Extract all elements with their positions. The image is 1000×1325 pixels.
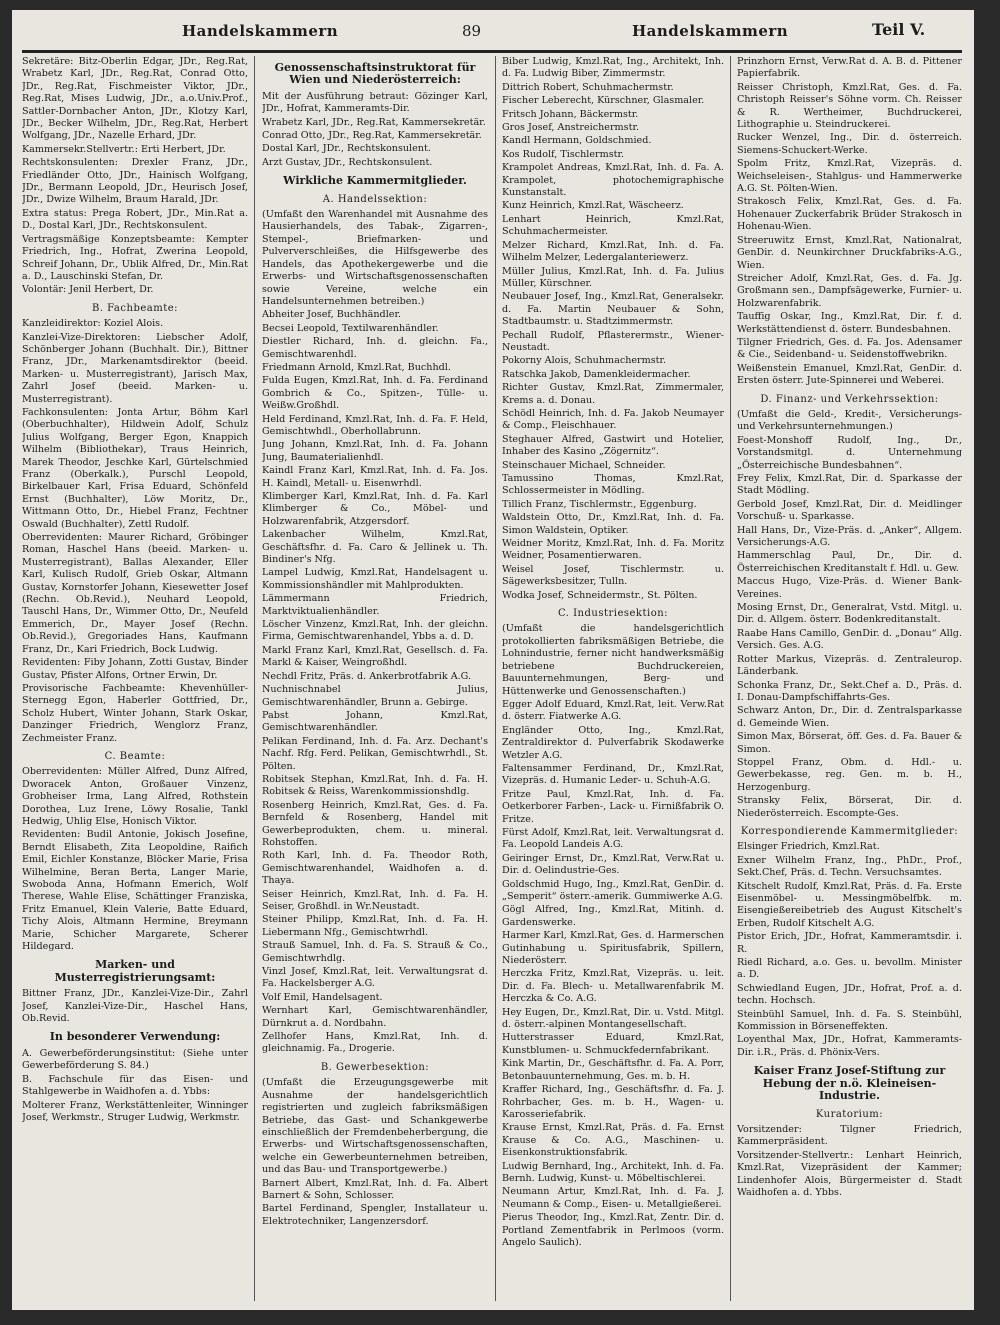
entry: Robitsek Stephan, Kmzl.Rat, Inh. d. Fa. H. Robitsek & Reiss, Warenkommissionshdlg. [262, 773, 488, 798]
entry: Diestler Richard, Inh. d. gleichn. Fa., Gemischtwarenhdl. [262, 336, 488, 360]
entry: Müller Julius, Kmzl.Rat, Inh. d. Fa. Julius Müller, Kürschner. [502, 265, 724, 289]
entry: Loyenthal Max, JDr., Hofrat, Kammeramts-Dir. i.R., Präs. d. Phönix-Vers. [737, 1034, 962, 1058]
entry: Jung Johann, Kmzl.Rat, Inh. d. Fa. Johann Jung, Baumaterialienhdl. [262, 439, 488, 463]
entry: Weidner Moritz, Kmzl.Rat, Inh. d. Fa. Moritz Weidner, Posamentierwaren. [502, 538, 724, 562]
section-title: Genossenschaftsinstruktorat für Wien und Niederösterreich: [274, 61, 476, 87]
entry: Steiner Philipp, Kmzl.Rat, Inh. d. Fa. H. Liebermann Nfg., Gemischtwrhdl. [262, 914, 488, 938]
entry: Fulda Eugen, Kmzl.Rat, Inh. d. Fa. Ferdinand Gombrich & Co., Spitzen-, Tülle- u. Weißw.Großhdl. [262, 375, 488, 412]
entry: Volontär: Jenil Herbert, Dr. [22, 284, 154, 296]
entry: Dittrich Robert, Schuhmachermstr. [502, 81, 674, 93]
entry: Revidenten: Budil Antonie, Jokisch Josefine, Berndt Elisabeth, Zita Leopoldine, Raifich Emil, Eichler Konstanze, Blöcker Marie, Frisa Wilhelmine, Beran Berta, Langer Marie, Swoboda Anna, Hofmann Emerich, Wolf Therese, Wahle Elise, Schättinger Franziska, Fritz Emanuel, Klein Valerie, Batte Eduard, Tichy Alois, Altmann Hermine, Breymann Marie, Schicher Margarete, Scherer Hildegard. [22, 829, 248, 953]
entry: Weißenstein Emanuel, Kmzl.Rat, GenDir. d. Ersten österr. Jute-Spinnerei und Weberei. [737, 362, 962, 387]
entry: Waldstein Otto, Dr., Kmzl.Rat, Inh. d. Fa. Simon Waldstein, Optiker. [502, 512, 724, 536]
entry: Tilgner Friedrich, Ges. d. Fa. Jos. Adensamer & Cie., Seidenband- u. Seidenstoffwebrikn. [737, 336, 962, 361]
entry: Extra status: Prega Robert, JDr., Min.Rat a. D., Dostal Karl, JDr., Rechtskonsulent. [22, 207, 248, 232]
entry: Fachkonsulenten: Jonta Artur, Böhm Karl (Oberbuchhalter), Hildwein Adolf, Schulz Julius Wolfgang, Berger Egon, Knappich Wilhelm (Bibliothekar), Traus Heinrich, Marek Theodor, Jeschke Karl, Gürtelschmied Franz (Oberkalk.), Purschl Leopold, Birkelbauer Karl, Frisa Eduard, Schönfeld Ernst (Buchhalter), Löw Moritz, Dr., Wittmann Otto, Dr., Hiebel Franz, Fechtner Oswald (Buchhalter), Zettl Rudolf. [22, 406, 248, 530]
entry: Revidenten: Fiby Johann, Zotti Gustav, Binder Gustav, Pfister Alfons, Ortner Erwin, Dr. [22, 657, 248, 681]
entry: Tamussino Thomas, Kmzl.Rat, Schlossermeister in Mödling. [502, 473, 724, 497]
entry: Faltensammer Ferdinand, Dr., Kmzl.Rat, Vizepräs. d. Humanic Leder- u. Schuh-A.G. [502, 762, 724, 787]
column-1 [22, 56, 248, 1301]
entry: Mit der Ausführung betraut: Gözinger Karl, JDr., Hofrat, Kammeramts-Dir. [262, 90, 488, 115]
column-divider [730, 56, 731, 1301]
entry: Wernhart Karl, Gemischtwarenhändler, Dürnkrut a. d. Nordbahn. [262, 1005, 488, 1029]
entry: B. Fachschule für das Eisen- und Stahlgewerbe in Waidhofen a. d. Ybbs: [22, 1073, 248, 1098]
entry: Kink Martin, Dr., Geschäftsfhr. d. Fa. A. Porr, Betonbauunternehmung, Ges. m. b. H. [502, 1058, 724, 1082]
entry: Kammersekr.Stellvertr.: Erti Herbert, JDr. [22, 143, 226, 155]
entry: Zellhofer Hans, Kmzl.Rat, Inh. d. gleichnamig. Fa., Drogerie. [262, 1031, 488, 1055]
entry: Pechall Rudolf, Pflasterermstr., Wiener-Neustadt. [502, 329, 724, 353]
part-label: Teil V. [872, 20, 926, 39]
entry: Prinzhorn Ernst, Verw.Rat d. A. B. d. Pittener Papierfabrik. [737, 56, 962, 80]
entry: Melzer Richard, Kmzl.Rat, Inh. d. Fa. Wilhelm Melzer, Ledergalanteriewerz. [502, 239, 724, 264]
entry: Rucker Wenzel, Ing., Dir. d. österreich. Siemens-Schuckert-Werke. [737, 132, 962, 156]
entry: Kunz Heinrich, Kmzl.Rat, Wäscheerz. [502, 200, 684, 212]
entry: Vinzl Josef, Kmzl.Rat, leit. Verwaltungsrat d. Fa. Hackelsberger A.G. [262, 966, 488, 990]
entry: Mosing Ernst, Dr., Generalrat, Vstd. Mitgl. u. Dir. d. Allgem. österr. Bodenkreditanstalt. [737, 602, 962, 626]
entry: Fischer Leberecht, Kürschner, Glasmaler. [502, 95, 705, 107]
entry: Steinschauer Michael, Schneider. [502, 459, 666, 471]
entry: Kandl Hermann, Goldschmied. [502, 135, 652, 147]
entry: Exner Wilhelm Franz, Ing., PhDr., Prof., Sekt.Chef, Präs. d. Techn. Versuchsamtes. [737, 854, 962, 879]
entry: Tillich Franz, Tischlermstr., Eggenburg. [502, 498, 697, 510]
section-heading: B. Fachbeamte: [91, 302, 179, 314]
entry: Sekretäre: Bitz-Oberlin Edgar, JDr., Reg.Rat, Wrabetz Karl, JDr., Reg.Rat, Conrad Otto, JDr., Reg.Rat, Fischmeister Viktor, JDr., Reg.Rat, Mises Ludwig, JDr., a.o.Univ.Prof., Sattler-Dornbacher Anton, JDr., Klotzy Karl, JDr., Becker Wilhelm, JDr., Reg.Rat, Herbert Wolfgang, JDr., Nazelle Erhard, JDr. [22, 56, 248, 142]
section-heading: D. Finanz- und Verkehrssektion: [760, 393, 939, 405]
entry: Biber Ludwig, Kmzl.Rat, Ing., Architekt, Inh. d. Fa. Ludwig Biber, Zimmermstr. [502, 56, 724, 80]
entry: Barnert Albert, Kmzl.Rat, Inh. d. Fa. Albert Barnert & Sohn, Schlosser. [262, 1177, 488, 1201]
entry: Molterer Franz, Werkstättenleiter, Winninger Josef, Werkmstr., Struger Ludwig, Werkmstr. [22, 1099, 248, 1123]
entry: Gros Josef, Anstreichermstr. [502, 122, 640, 134]
entry: Pabst Johann, Kmzl.Rat, Gemischtwarenhändler. [262, 709, 488, 734]
column-divider [495, 56, 496, 1301]
column-2 [262, 56, 488, 1301]
entry: Provisorische Fachbeamte: Khevenhüller-Sternegg Egon, Haberler Gottfried, Dr., Scholz Hubert, Winter Johann, Stark Oskar, Danzinger Friedrich, Wenglorz Franz, Zechmeister Franz. [22, 682, 248, 744]
entry: Stoppel Franz, Obm. d. Hdl.- u. Gewerbekasse, reg. Gen. m. b. H., Herzogenburg. [737, 756, 962, 793]
entry: Streeruwitz Ernst, Kmzl.Rat, Nationalrat, GenDir. d. Neunkirchner Druckfabriks-A.G., Wien. [737, 234, 962, 271]
entry: (Umfaßt die Erzeugungsgewerbe mit Ausnahme der handelsgerichtlich registrierten und zugleich fabriksmäßigen Betriebe, das Gast- und Schankgewerbe einschließlich der Fremdenbeherbergung, die Erwerbs- und Wirtschaftsgenossenschaften, welche ein Gewerbeunternehmen betreiben, und das Bau- und Transportgewerbe.) [262, 1077, 488, 1176]
entry: Friedmann Arnold, Kmzl.Rat, Buchhdl. [262, 361, 451, 373]
entry: Vorsitzender: Tilgner Friedrich, Kammerpräsident. [737, 1123, 962, 1148]
entry: Klimberger Karl, Kmzl.Rat, Inh. d. Fa. Karl Klimberger & Co., Möbel- und Holzwarenfabrik, Atzgersdorf. [262, 491, 488, 527]
entry: Löscher Vinzenz, Kmzl.Rat, Inh. der gleichn. Firma, Gemischtwarenhandel, Ybbs a. d. D. [262, 619, 488, 643]
page-number: 89 [462, 22, 482, 40]
entry: Hey Eugen, Dr., Kmzl.Rat, Dir. u. Vstd. Mitgl. d. österr.-alpinen Montangesellschaft. [502, 1006, 724, 1031]
section-heading: C. Beamte: [104, 750, 166, 762]
entry: Conrad Otto, JDr., Reg.Rat, Kammersekretär. [262, 130, 482, 142]
entry: Strakosch Felix, Kmzl.Rat, Ges. d. Fa. Hohenauer Zuckerfabrik Brüder Strakosch in Hohenau-Wien. [737, 196, 962, 233]
entry: Herczka Fritz, Kmzl.Rat, Vizepräs. u. leit. Dir. d. Fa. Blech- u. Metallwarenfabrik M. Herczka & Co. A.G. [502, 968, 724, 1005]
entry: Maccus Hugo, Vize-Präs. d. Wiener Bank-Vereines. [737, 576, 962, 600]
section-title: Marken- und Musterregistrierungsamt: [54, 958, 216, 984]
entry: Ratschka Jakob, Damenkleidermacher. [502, 368, 691, 380]
entry: Foest-Monshoff Rudolf, Ing., Dr., Vorstandsmitgl. d. Unternehmung „Österreichische Bundesbahnen“. [737, 434, 962, 471]
entry: Hammerschlag Paul, Dr., Dir. d. Österreichischen Kreditanstalt f. Hdl. u. Gew. [737, 550, 962, 574]
entry: Neubauer Josef, Ing., Kmzl.Rat, Generalsekr. d. Fa. Martin Neubauer & Sohn, Stadtbaumstr. u. Stadtzimmermstr. [502, 291, 724, 328]
entry: Fürst Adolf, Kmzl.Rat, leit. Verwaltungsrat d. Fa. Leopold Landeis A.G. [502, 826, 724, 851]
entry: Simon Max, Börserat, öff. Ges. d. Fa. Bauer & Simon. [737, 731, 962, 755]
entry: Lampel Ludwig, Kmzl.Rat, Handelsagent u. Kommissionshändler mit Mahlprodukten. [262, 567, 488, 591]
section-heading: Kuratorium: [815, 1108, 884, 1120]
entry: Krampolet Andreas, Kmzl.Rat, Inh. d. Fa. A. Krampolet, photochemigraphische Kunstanstalt. [502, 162, 724, 199]
entry: Wrabetz Karl, JDr., Reg.Rat, Kammersekretär. [262, 116, 486, 128]
column-3 [502, 56, 724, 1301]
entry: Streicher Adolf, Kmzl.Rat, Ges. d. Fa. Jg. Großmann sen., Dampfsägewerke, Furnier- u. Holzwarenfabrik. [737, 272, 962, 309]
entry: Tauffig Oskar, Ing., Kmzl.Rat, Dir. f. d. Werkstättendienst d. österr. Bundesbahnen. [737, 311, 962, 335]
entry: Seiser Heinrich, Kmzl.Rat, Inh. d. Fa. H. Seiser, Großhdl. in Wr.Neustadt. [262, 888, 488, 912]
header-rule [22, 50, 962, 53]
section-title: In besonderer Verwendung: [49, 1030, 221, 1044]
entry: Lakenbacher Wilhelm, Kmzl.Rat, Geschäftsfhr. d. Fa. Caro & Jellinek u. Th. Bindiner's Nfg. [262, 529, 488, 566]
entry: Kitschelt Rudolf, Kmzl.Rat, Präs. d. Fa. Erste Eisenmöbel- u. Messingmöbelfbk. m. Eisengießereibetrieb des August Kitschelt's Erben, Rudolf Kitschelt A.G. [737, 880, 962, 929]
entry: Gögl Alfred, Ing., Kmzl.Rat, Mitinh. d. Gardenswerke. [502, 904, 724, 928]
entry: Steinbühl Samuel, Inh. d. Fa. S. Steinbühl, Kommission in Börseneffekten. [737, 1008, 962, 1033]
entry: Elsinger Friedrich, Kmzl.Rat. [737, 841, 880, 853]
entry: Gerbold Josef, Kmzl.Rat, Dir. d. Meidlinger Vorschuß- u. Sparkasse. [737, 498, 962, 523]
column-divider [254, 56, 255, 1301]
entry: Schwiedland Eugen, JDr., Hofrat, Prof. a. d. techn. Hochsch. [737, 982, 962, 1007]
columns [22, 56, 962, 1301]
entry: Fritsch Johann, Bäckermstr. [502, 108, 639, 120]
entry: Wodka Josef, Schneidermstr., St. Pölten. [502, 589, 698, 601]
entry: Harmer Karl, Kmzl.Rat, Ges. d. Harmerschen Gutinhabung u. Spiritusfabrik, Spillern, Niederösterr. [502, 930, 724, 967]
entry: Vertragsmäßige Konzeptsbeamte: Kempter Friedrich, Ing., Hofrat, Zwerina Leopold, Schreif Johann, Dr., Ublik Alfred, Dr., Min.Rat a. D., Lauschinski Stefan, Dr. [22, 233, 248, 282]
entry: Riedl Richard, a.o. Ges. u. bevollm. Minister a. D. [737, 957, 962, 981]
entry: A. Gewerbeförderungsinstitut: (Siehe unter Gewerbeförderung S. 84.) [22, 1047, 248, 1072]
entry: Rechtskonsulenten: Drexler Franz, JDr., Friedländer Otto, JDr., Hainisch Wolfgang, JDr., Bermann Leopold, JDr., Heurisch Josef, JDr., Dwize Wilhelm, Braum Harald, JDr. [22, 157, 248, 206]
entry: Pierus Theodor, Ing., Kmzl.Rat, Zentr. Dir. d. Portland Zementfabrik in Perlmoos (vorm. Angelo Saulich). [502, 1212, 724, 1248]
entry: Schonka Franz, Dr., Sekt.Chef a. D., Präs. d. I. Donau-Dampfschiffahrts-Ges. [737, 679, 962, 703]
entry: Weisel Josef, Tischlermstr. u. Sägewerksbesitzer, Tulln. [502, 563, 724, 588]
entry: Vorsitzender-Stellvertr.: Lenhart Heinrich, Kmzl.Rat, Vizepräsident der Kammer; Lindenhofer Alois, Bürgermeister d. Stadt Waidhofen a. d. Ybbs. [737, 1149, 962, 1198]
entry: Nuchnischnabel Julius, Gemischtwarenhändler, Brunn a. Gebirge. [262, 684, 488, 708]
section-heading: C. Industriesektion: [557, 608, 669, 620]
entry: Neumann Artur, Kmzl.Rat, Inh. d. Fa. J. Neumann & Comp., Eisen- u. Metallgießerei. [502, 1186, 724, 1210]
entry: Frey Felix, Kmzl.Rat, Dir. d. Sparkasse der Stadt Mödling. [737, 473, 962, 497]
entry: (Umfaßt die Geld-, Kredit-, Versicherungs- und Verkehrsunternehmungen.) [737, 408, 962, 433]
section-heading: B. Gewerbesektion: [320, 1061, 430, 1073]
entry: Reisser Christoph, Kmzl.Rat, Ges. d. Fa. Christoph Reisser's Söhne vorm. Ch. Reisser & R. Wertheimer, Buchdruckerei, Lithographie u. Steindruckerei. [737, 81, 962, 131]
entry: Steghauer Alfred, Gastwirt und Hotelier, Inhaber des Kasino „Zögernitz“. [502, 433, 724, 458]
entry: Abheiter Josef, Buchhändler. [262, 309, 402, 321]
entry: Arzt Gustav, JDr., Rechtskonsulent. [262, 156, 433, 168]
entry: Nechdl Fritz, Präs. d. Ankerbrotfabrik A.G. [262, 670, 472, 682]
entry: Oberrevidenten: Müller Alfred, Dunz Alfred, Dworacek Anton, Großauer Vinzenz, Grobheiser Irma, Lang Alfred, Rothstein Dorothea, Luz Irene, Löwy Rosalie, Tankl Hedwig, Uhlig Else, Honisch Viktor. [22, 766, 248, 827]
entry: Dostal Karl, JDr., Rechtskonsulent. [262, 143, 431, 155]
entry: Spolm Fritz, Kmzl.Rat, Vizepräs. d. Weichseleisen-, Stahlgus- und Hammerwerke A.G. St. Pölten-Wien. [737, 158, 962, 195]
page-header [12, 10, 974, 50]
entry: Roth Karl, Inh. d. Fa. Theodor Roth, Gemischtwarenhandel, Waidhofen a. d. Thaya. [262, 850, 488, 887]
entry: Krause Ernst, Kmzl.Rat, Präs. d. Fa. Ernst Krause & Co. A.G., Maschinen- u. Eisenkonstruktionsfabrik. [502, 1122, 724, 1159]
entry: Pokorny Alois, Schuhmachermstr. [502, 355, 667, 367]
entry: Richter Gustav, Kmzl.Rat, Zimmermaler, Krems a. d. Donau. [502, 382, 724, 406]
entry: Bartel Ferdinand, Spengler, Installateur u. Elektrotechniker, Langenzersdorf. [262, 1203, 488, 1227]
entry: Bittner Franz, JDr., Kanzlei-Vize-Dir., Zahrl Josef, Kanzlei-Vize-Dir., Haschel Hans, Ob.Revid. [22, 988, 248, 1025]
entry: Strauß Samuel, Inh. d. Fa. S. Strauß & Co., Gemischtwrhdlg. [262, 940, 488, 964]
header-right-title: Handelskammern [632, 22, 789, 40]
entry: Kanzlei-Vize-Direktoren: Liebscher Adolf, Schönberger Johann (Buchhalt. Dir.), Bittner Franz, JDr., Markenamtsdirektor (beeid. Marken- u. Musterregistrant), Jarisch Max, Zahrl Josef (beeid. Marken- u. Musterregistrant). [22, 331, 248, 405]
entry: Held Ferdinand, Kmzl.Rat, Inh. d. Fa. F. Held, Gemischtwhdl., Oberhollabrunn. [262, 413, 488, 437]
entry: Schwarz Anton, Dr., Dir. d. Zentralsparkasse d. Gemeinde Wien. [737, 705, 962, 729]
section-heading: A. Handelssektion: [322, 193, 428, 205]
entry: Hutterstrasser Eduard, Kmzl.Rat, Kunstblumen- u. Schmuckfedernfabrikant. [502, 1032, 724, 1056]
entry: Pistor Erich, JDr., Hofrat, Kammeramtsdir. i. R. [737, 931, 962, 955]
entry: (Umfaßt den Warenhandel mit Ausnahme des Hausierhandels, des Tabak-, Zigarren-, Stempel-, Briefmarken- und Pulververschleißes, die Hilfsgewerbe des Handels, das Apothekergewerbe und die Erwerbs- und Wirtschaftsgenossenschaften sowie Vereine, welche ein Handelsunternehmen betreiben.) [262, 209, 488, 307]
entry: Engländer Otto, Ing., Kmzl.Rat, Zentraldirektor d. Pulverfabrik Skodawerke Wetzler A.G. [502, 724, 724, 761]
entry: Kraffer Richard, Ing., Geschäftsfhr. d. Fa. J. Rohrbacher, Ges. m. b. H., Wagen- u. Karosseriefabrik. [502, 1084, 724, 1120]
entry: Rosenberg Heinrich, Kmzl.Rat, Ges. d. Fa. Bernfeld & Rosenberg, Handel mit Gewerbeprodukten, chem. u. mineral. Rohstoffen. [262, 799, 488, 848]
entry: Lenhart Heinrich, Kmzl.Rat, Schuhmachermeister. [502, 213, 724, 238]
entry: Raabe Hans Camillo, GenDir. d. „Donau“ Allg. Versich. Ges. A.G. [737, 627, 962, 652]
entry: Kaindl Franz Karl, Kmzl.Rat, Inh. d. Fa. Jos. H. Kaindl, Metall- u. Eisenwrhdl. [262, 465, 488, 489]
entry: Ludwig Bernhard, Ing., Architekt, Inh. d. Fa. Bernh. Ludwig, Kunst- u. Möbeltischlerei. [502, 1160, 724, 1184]
entry: Oberrevidenten: Maurer Richard, Gröbinger Roman, Haschel Hans (beeid. Marken- u. Musterregistrant), Ballas Alexander, Eller Karl, Kulisch Rudolf, Grieb Oskar, Altmann Gustav, Kornstorfer Johann, Kiesewetter Josef (Rechn. Ob.Revid.), Neuhard Leopold, Tauschl Hans, Dr., Wimmer Otto, Dr., Neufeld Emmerich, Dr., Mayer Josef (Rechn. Ob.Revid.), Gregoriades Hans, Kaufmann Franz, Dr., Kari Friedrich, Bock Ludwig. [22, 532, 248, 655]
section-title: Kaiser Franz Josef-Stiftung zur Hebung der n.ö. Kleineisen-Industrie. [753, 1064, 946, 1103]
entry: Markl Franz Karl, Kmzl.Rat, Gesellsch. d. Fa. Markl & Kaiser, Weingroßhdl. [262, 644, 488, 669]
entry: Pelikan Ferdinand, Inh. d. Fa. Arz. Dechant's Nachf. Rfg. Ferd. Pelikan, Gemischtwrhdl., St. Pölten. [262, 735, 488, 772]
header-left-title: Handelskammern [182, 22, 339, 40]
entry: Kanzleidirektor: Koziel Alois. [22, 318, 164, 330]
entry: Egger Adolf Eduard, Kmzl.Rat, leit. Verw.Rat d. österr. Fiatwerke A.G. [502, 698, 724, 723]
entry: Hall Hans, Dr., Vize-Präs. d. „Anker“, Allgem. Versicherungs-A.G. [737, 524, 962, 549]
entry: Fritze Paul, Kmzl.Rat, Inh. d. Fa. Oetkerborer Farben-, Lack- u. Firnißfabrik O. Fritze. [502, 788, 724, 825]
entry: Lämmermann Friedrich, Marktviktualienhändler. [262, 593, 488, 617]
entry: Kos Rudolf, Tischlermstr. [502, 148, 625, 160]
entry: Geiringer Ernst, Dr., Kmzl.Rat, Verw.Rat u. Dir. d. Oelindustrie-Ges. [502, 852, 724, 877]
entry: Stransky Felix, Börserat, Dir. d. Niederösterreich. Escompte-Ges. [737, 795, 962, 819]
document-page [12, 10, 974, 1310]
entry: Volf Emil, Handelsagent. [262, 991, 383, 1003]
entry: Becsei Leopold, Textilwarenhändler. [262, 322, 439, 334]
entry: (Umfaßt die handelsgerichtlich protokollierten fabriksmäßigen Betriebe, die Lohnindustrie, ferner nicht handwerksmäßig betriebene Buchdruckereien, Bauunternehmungen, Berg- und Hüttenwerke und Genossenschaften.) [502, 623, 724, 697]
entry: Rotter Markus, Vizepräs. d. Zentraleurop. Länderbank. [737, 653, 962, 678]
column-4 [737, 56, 962, 1301]
entry: Goldschmid Hugo, Ing., Kmzl.Rat, GenDir. d. „Semperit“ österr.-amerik. Gummiwerke A.G. [502, 878, 724, 902]
section-heading: Korrespondierende Kammermitglieder: [740, 825, 959, 837]
section-title: Wirkliche Kammermitglieder. [283, 174, 467, 188]
entry: Schödl Heinrich, Inh. d. Fa. Jakob Neumayer & Comp., Fleischhauer. [502, 407, 724, 432]
